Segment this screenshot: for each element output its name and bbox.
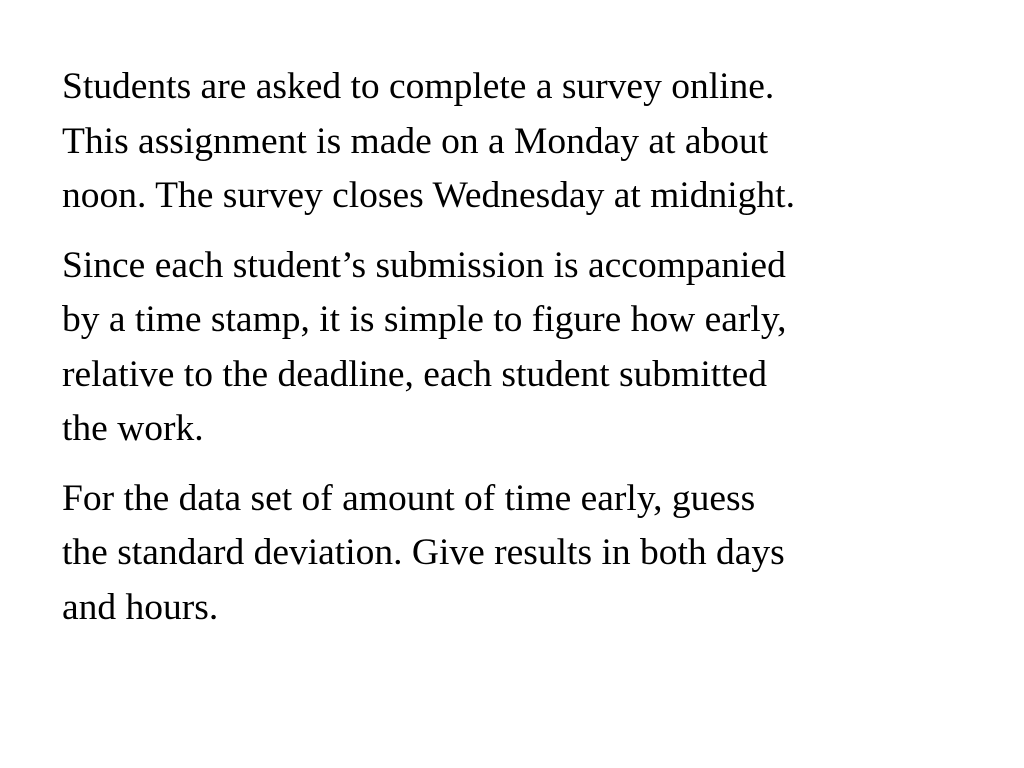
paragraph-question: For the data set of amount of time early, guess the standard deviation. Give results in both days and hours.	[62, 477, 785, 628]
slide-body	[62, 60, 982, 635]
paragraph-assignment-context: Students are asked to complete a survey online. This assignment is made on a Monday at about noon. The survey closes Wednesday at midnight.	[62, 66, 795, 216]
paragraph-time-stamp-explanation: Since each student’s submission is accompanied by a time stamp, it is simple to figure how early, relative to the deadline, each student submitted the work.	[62, 244, 787, 449]
